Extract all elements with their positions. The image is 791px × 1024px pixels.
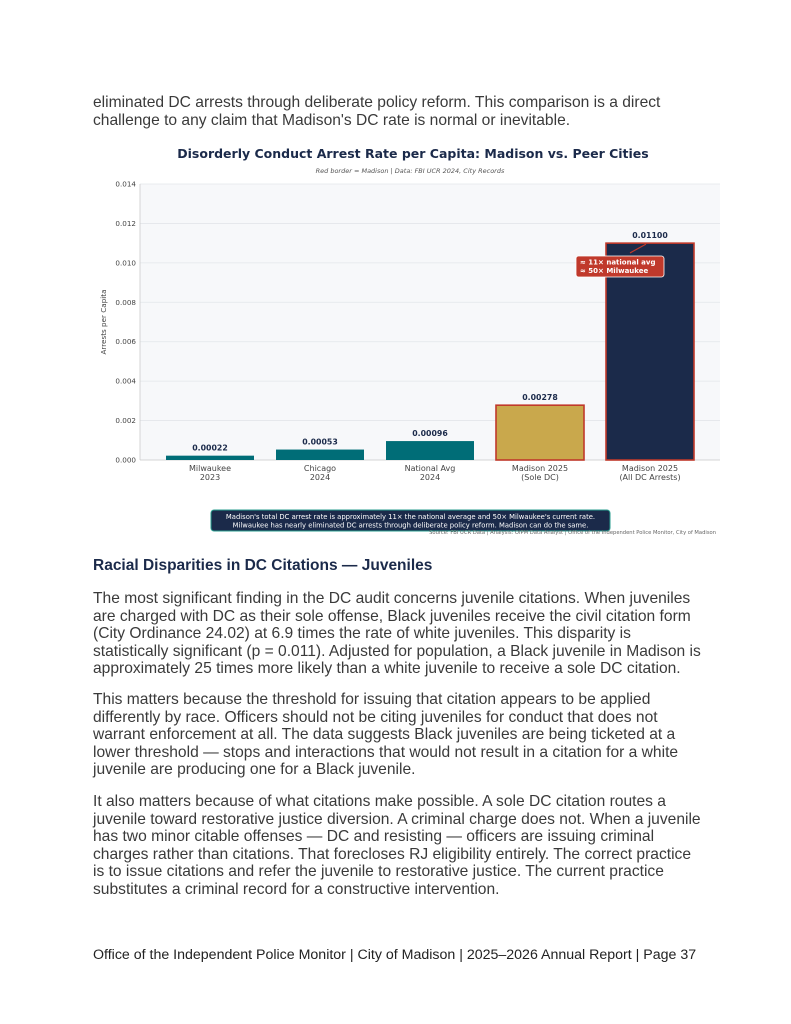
bar-value-label: 0.00053	[302, 437, 338, 447]
annotation-line: ≈ 11× national avg	[580, 258, 656, 267]
x-tick-label: Milwaukee	[188, 464, 232, 473]
x-tick-label: (Sole DC)	[521, 473, 559, 482]
y-tick-label: 0.002	[115, 416, 136, 426]
y-tick-label: 0.012	[115, 218, 136, 228]
page-footer: Office of the Independent Police Monitor | City of Madison | 2025–2026 Annual Report | Page 37	[93, 947, 697, 963]
x-tick-label: Chicago	[303, 464, 337, 473]
y-tick-label: 0.014	[115, 179, 136, 189]
x-tick-label: 2024	[419, 473, 441, 482]
bar	[386, 441, 474, 460]
x-tick-label: 2023	[199, 473, 221, 482]
x-tick-label: National Avg	[404, 464, 456, 473]
paragraph-threshold: This matters because the threshold for issuing that citation appears to be applied differently by race. Officers should not be citing juveniles for conduct that does not warrant enforcement at all. The data suggests Black juveniles are being ticketed at a lower threshold — stops and interactions that would not result in a citation for a white juvenile are producing one for a Black juvenile.	[93, 691, 679, 779]
x-tick-label: Madison 2025	[621, 464, 679, 473]
y-tick-label: 0.008	[115, 297, 136, 307]
bar-value-label: 0.01100	[632, 231, 668, 241]
chart-source: Source: FBI UCR Data | Analysis: OIPM Data Analyst | Office of the Independent Police Monitor, City of Madison	[429, 530, 716, 536]
bar-value-label: 0.00096	[412, 429, 448, 439]
y-tick-label: 0.004	[115, 376, 136, 386]
chart-svg	[93, 140, 733, 540]
bar	[166, 456, 254, 460]
paragraph-juvenile-citations: The most significant finding in the DC audit concerns juvenile citations. When juveniles are charged with DC as their sole offense, Black juveniles receive the civil citation form (City Ordinance 24.02) at 6.9 times the rate of white juveniles. This disparity is statistically significant (p = 0.011). Adjusted for population, a Black juvenile in Madison is approximately 25 times more likely than a white juvenile to receive a sole DC citation.	[93, 590, 701, 678]
chart-title: Disorderly Conduct Arrest Rate per Capita: Madison vs. Peer Cities	[177, 146, 649, 161]
x-tick-label: 2024	[309, 473, 331, 482]
bar	[276, 450, 364, 460]
bar	[496, 405, 584, 460]
section-heading: Racial Disparities in DC Citations — Juveniles	[93, 557, 433, 574]
paragraph-restorative-justice: It also matters because of what citations make possible. A sole DC citation routes a juvenile toward restorative justice diversion. A criminal charge does not. When a juvenile has two minor citable offenses — DC and resisting — officers are issuing criminal charges rather than citations. That forecloses RJ eligibility entirely. The correct practice is to issue citations and refer the juvenile to restorative justice. The current practice substitutes a criminal record for a constructive intervention.	[93, 793, 701, 898]
chart-note-line: Madison's total DC arrest rate is approximately 11× the national average and 50× Milwaukee's current rate.	[225, 513, 596, 521]
y-tick-label: 0.000	[115, 455, 136, 465]
bar-value-label: 0.00278	[522, 393, 558, 403]
annotation-line: ≈ 50× Milwaukee	[580, 267, 649, 275]
chart-subtitle: Red border = Madison | Data: FBI UCR 2024, City Records	[315, 167, 505, 175]
dc-arrest-rate-chart	[93, 140, 733, 540]
y-tick-label: 0.006	[115, 337, 136, 347]
y-tick-label: 0.010	[115, 258, 136, 268]
chart-note-line: Milwaukee has nearly eliminated DC arrests through deliberate policy reform. Madison can do the same.	[232, 521, 589, 530]
bar-value-label: 0.00022	[192, 443, 228, 453]
intro-paragraph: eliminated DC arrests through deliberate policy reform. This comparison is a direct challenge to any claim that Madison's DC rate is normal or inevitable.	[93, 94, 661, 129]
y-axis-label: Arrests per Capita	[99, 289, 108, 355]
chart-canvas	[93, 140, 733, 540]
x-tick-label: (All DC Arrests)	[619, 473, 681, 482]
x-tick-label: Madison 2025	[511, 464, 569, 473]
